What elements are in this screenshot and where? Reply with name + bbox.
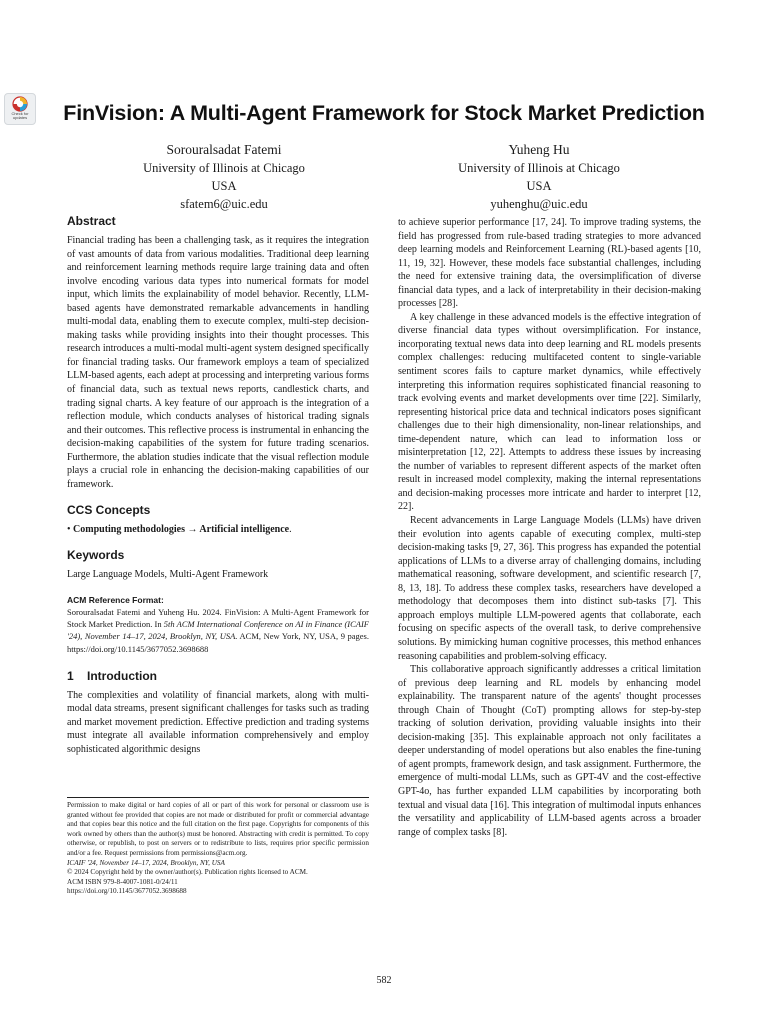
intro-paragraph: to achieve superior performance [17, 24]. To improve trading systems, the field has progressed from rule-based trading strategies to more advanced deep learning models and Reinforcement Learning (RL)-based agents [10, 11, 19, 32]. However, these models face substantial challenges, including the need for extensive training data, the oversimplification of diverse financial data types, and a lack of interpretability in their decision-making processes [28]. bbox=[398, 217, 701, 310]
intro-paragraph: The complexities and volatility of financial markets, along with multi-modal data streams, present significant challenges for tasks such as trading and market movement prediction. Effective prediction and trading systems must integrate all available information comprehensively and employ sophisticated algorithmic designs bbox=[67, 689, 369, 755]
permission-footnote bbox=[67, 797, 369, 897]
page-number: 582 bbox=[376, 975, 392, 986]
ccs-concept: Computing methodologies → Artificial intelligence bbox=[73, 524, 290, 536]
author-email[interactable]: yuhenghu@uic.edu bbox=[490, 197, 588, 211]
section-number: 1 bbox=[67, 668, 74, 683]
abstract-heading: Abstract bbox=[67, 214, 116, 228]
keywords-text: Large Language Models, Multi-Agent Framework bbox=[67, 569, 269, 581]
venue-line: ICAIF '24, November 14–17, 2024, Brooklyn, NY, USA bbox=[67, 858, 225, 867]
author-affiliation: University of Illinois at Chicago bbox=[143, 161, 305, 175]
ccs-period: . bbox=[289, 524, 292, 536]
author-affiliation: University of Illinois at Chicago bbox=[458, 161, 620, 175]
author-name: Sorouralsadat Fatemi bbox=[166, 142, 282, 157]
acm-reference-heading: ACM Reference Format: bbox=[67, 594, 164, 605]
intro-paragraph: Recent advancements in Large Language Models (LLMs) have driven their evolution into agents capable of executing complex, multi-step decision-making tasks [9, 27, 36]. This progress has expanded the potential applications of LLMs to a diverse array of challenging domains, including mathematical reasoning, software development, and scientific research [7, 8, 13, 18]. To address these complex tasks, researchers have developed a methodology that decomposes them into distinct sub-tasks [7]. This approach employs multiple LLM-powered agents that collaborate, each focusing on specific aspects of the overall task, to derive comprehensive solutions. By mimicking human cognitive processes, this method enhances reasoning capabilities and problem-solving efficacy. bbox=[398, 515, 701, 662]
intro-paragraph: This collaborative approach significantly addresses a critical limitation of previous deep learning and RL models by enhancing model explainability. The transparent nature of the agents' thought processes through Chain of Thought (CoT) prompting allows for step-by-step tracking of solution derivation, providing valuable insights into their decision-making [35]. This explainable approach not only facilitates a deeper understanding of model operations but also enables the fine-tuning of agent prompts, framework design, and task assignment. Furthermore, the emergence of multi-modal LLMs, such as GPT-4V and the cost-effective GPT-4o, has further expanded LLM capabilities by incorporating both textual and visual data [16]. This integration of multimodal inputs enhances the versatility and applicability of LLM-based agents across a broader range of complex tasks [8]. bbox=[398, 664, 701, 838]
badge-label: Check for updates bbox=[11, 111, 29, 120]
left-column bbox=[67, 214, 369, 756]
author-block bbox=[389, 141, 689, 213]
copyright-line: © 2024 Copyright held by the owner/author(s). Publication rights licensed to ACM. bbox=[67, 868, 308, 877]
ccs-concept-line bbox=[67, 523, 369, 536]
doi-link[interactable]: https://doi.org/10.1145/3677052.3698688 bbox=[67, 887, 187, 896]
author-country: USA bbox=[526, 179, 552, 193]
ccs-heading: CCS Concepts bbox=[67, 503, 151, 518]
abstract-text: Financial trading has been a challenging task, as it requires the integration of vast amounts of data from various modalities. Traditional deep learning and reinforcement learning methods require large training data and often involve encoding various data types into numerical formats for model input, which limits the explainability of model behavior. Recently, LLM-based agents have demonstrated remarkable advancements in handling multi-modal data, enabling them to execute complex, multi-step decision-making tasks while providing insights into their thought processes. This research introduces a multi-modal multi-agent system designed specifically for financial trading tasks. Our framework employs a team of specialized LLM-based agents, each adept at processing and interpreting various forms of financial data, such as textual news reports, candlestick charts, and trading signal charts. A key feature of our approach is the integration of a reflection module, which conducts analyses of historical trading signals and their outcomes. This reflective process is instrumental in enhancing the decision-making capabilities of the system for future trading scenarios. Furthermore, the ablation studies indicate that the visual reflection module plays a crucial role in enhancing the decision-making capabilities of our framework. bbox=[67, 235, 369, 490]
permission-text: Permission to make digital or hard copies of all or part of this work for personal or classroom use is granted without fee provided that copies are not made or distributed for profit or commercial advantage and that copies bear this notice and the full citation on the first page. Copyrights for components of this work owned by others than the author(s) must be honored. Abstracting with credit is permitted. To copy otherwise, or republish, to post on servers or to redistribute to lists, requires prior specific permission and/or a fee. Request permissions from permissions@acm.org. bbox=[67, 801, 369, 857]
author-block bbox=[74, 141, 374, 213]
right-column bbox=[398, 216, 701, 839]
paper-title: FinVision: A Multi-Agent Framework for Stock Market Prediction bbox=[63, 101, 705, 125]
section-title: Introduction bbox=[87, 668, 157, 683]
isbn-line: ACM ISBN 979-8-4007-1081-0/24/11 bbox=[67, 877, 178, 886]
intro-paragraph: A key challenge in these advanced models is the effective integration of diverse financial data types without oversimplification. For instance, incorporating textual news data into deep learning and RL models presents complex challenges: reducing multifaceted content to single-variable sentiment scores fails to capture market dynamics, while effectively interpreting this information requires sophisticated financial reasoning to track evolving events and market developments over time [22]. Similarly, representing historical price data and technical indicators poses significant challenges due to their high dimensionality, non-linear relationships, and time-dependent nature, which can lead to information loss or misinterpretation [12, 22]. Attempts to address these issues by increasing the number of variables to represent different aspects of the market often result in increased model complexity, making the internal representations and decision-making processes more intricate and harder to interpret [12, 22]. bbox=[398, 311, 701, 513]
acm-reference-venue: 5th ACM International Conference on AI in Finance (ICAIF '24), November 14–17, 2024, Brooklyn, NY, USA. bbox=[67, 619, 369, 642]
keywords-heading: Keywords bbox=[67, 548, 125, 563]
acm-reference-text bbox=[67, 606, 369, 655]
ccs-bullet: • bbox=[67, 524, 71, 536]
author-email[interactable]: sfatem6@uic.edu bbox=[180, 197, 268, 211]
author-name: Yuheng Hu bbox=[508, 142, 570, 157]
author-country: USA bbox=[211, 179, 237, 193]
acm-reference-tail: ACM, New York, NY, USA, 9 pages. https://doi.org/10.1145/3677052.3698688 bbox=[67, 631, 369, 654]
acm-reference-plain: Sorouralsadat Fatemi and Yuheng Hu. 2024. FinVision: A Multi-Agent Framework for Stock Market Prediction. In bbox=[67, 606, 369, 630]
introduction-heading bbox=[67, 669, 369, 684]
